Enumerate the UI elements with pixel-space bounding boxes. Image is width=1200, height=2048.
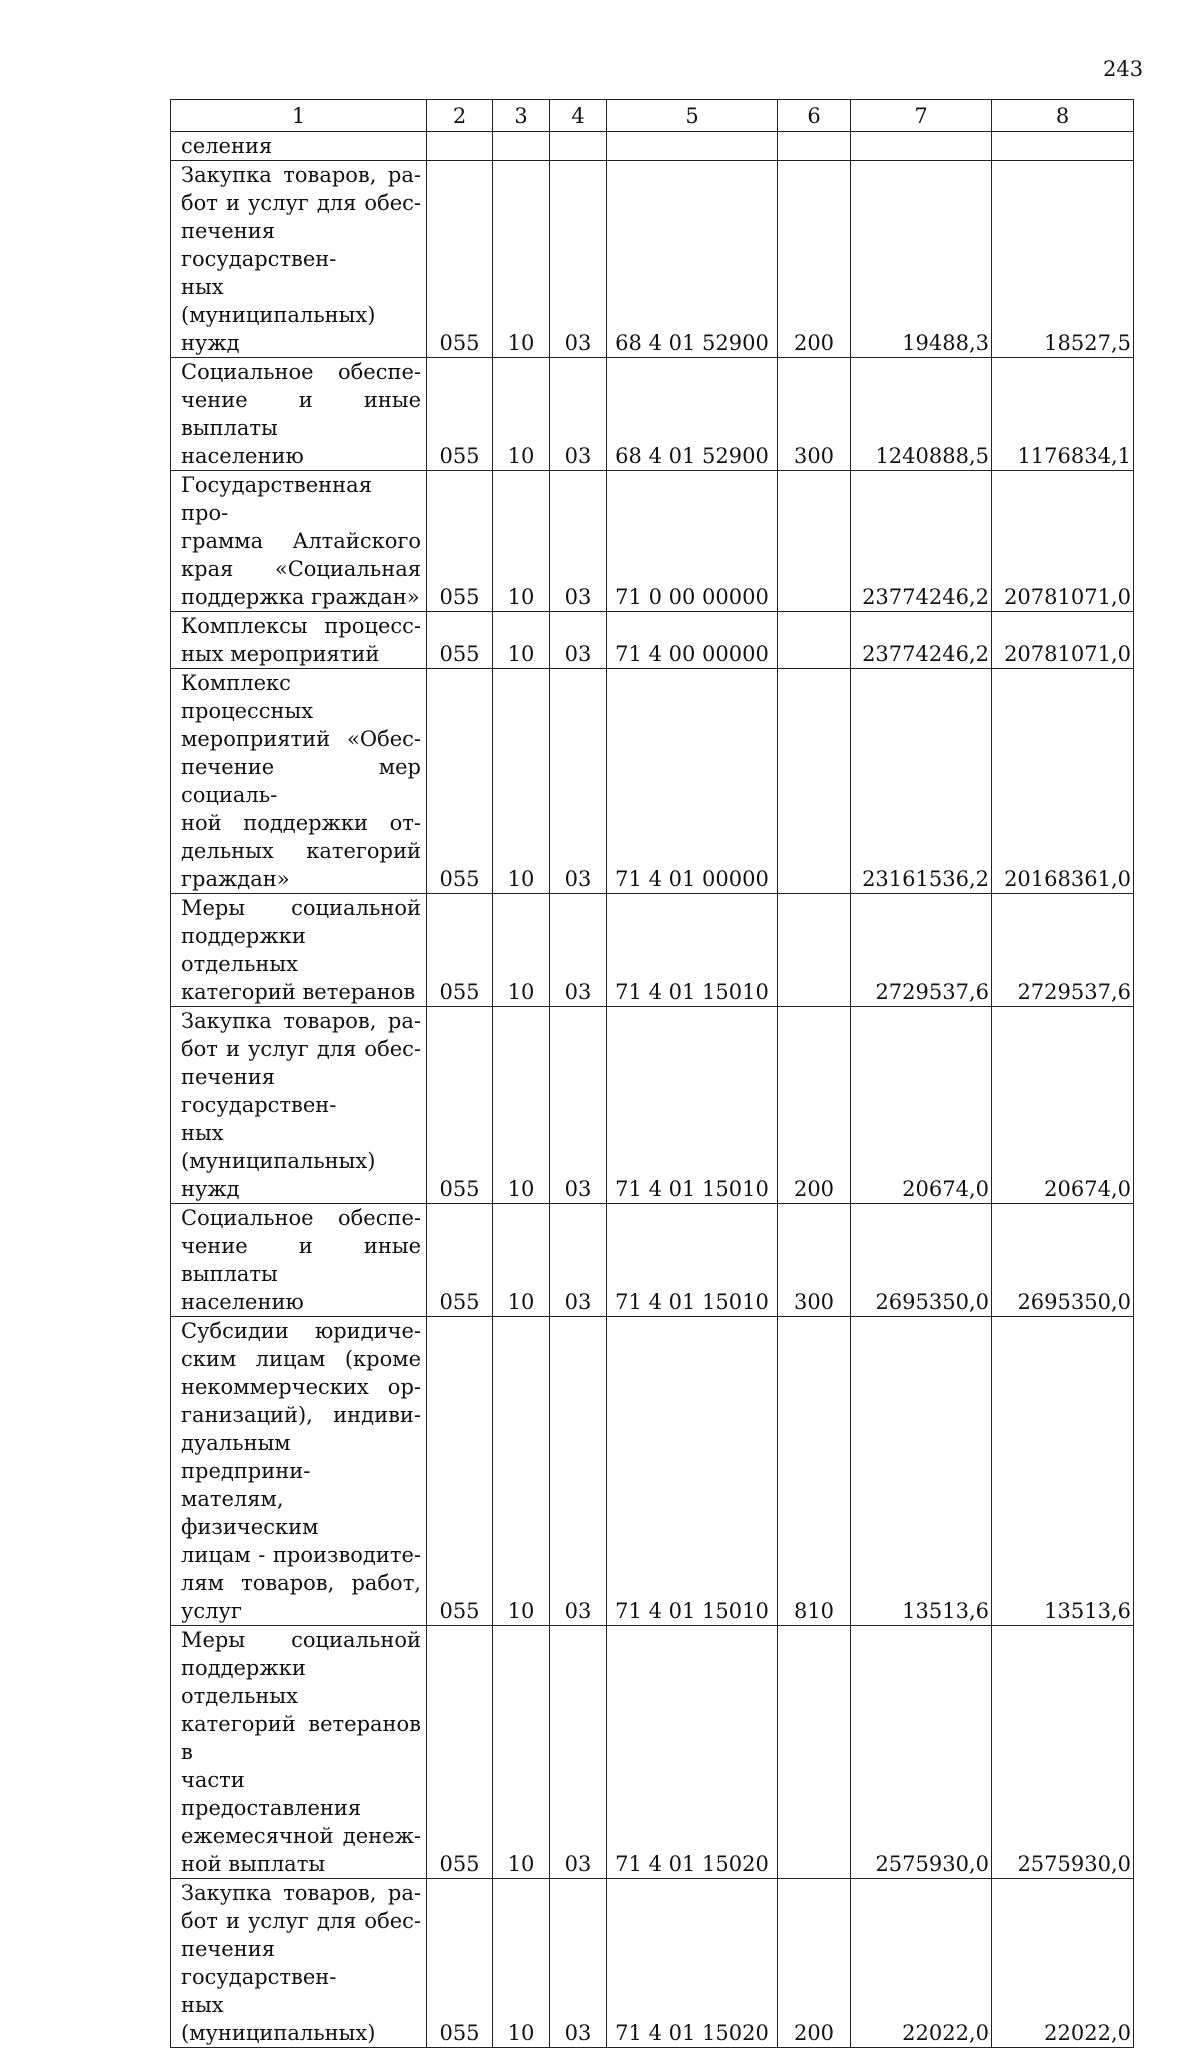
name-line: Субсидии юридиче- bbox=[181, 1319, 421, 1343]
cell-amount-2: 2695350,0 bbox=[992, 1204, 1134, 1317]
cell-ministry: 055 bbox=[427, 669, 493, 894]
cell-subsection bbox=[550, 132, 607, 161]
cell-expense-type: 810 bbox=[778, 1317, 851, 1626]
name-line: ной поддержки от- bbox=[181, 811, 421, 835]
cell-target-article: 71 4 01 15010 bbox=[607, 894, 778, 1007]
cell-subsection: 03 bbox=[550, 161, 607, 358]
name-line: населению bbox=[181, 444, 304, 468]
cell-expense-type bbox=[778, 669, 851, 894]
name-line: бот и услуг для обес- bbox=[181, 1037, 421, 1061]
cell-expense-type: 200 bbox=[778, 161, 851, 358]
cell-amount-2: 2575930,0 bbox=[992, 1626, 1134, 1879]
cell-subsection: 03 bbox=[550, 669, 607, 894]
cell-subsection: 03 bbox=[550, 1317, 607, 1626]
name-line: лицам - производите- bbox=[181, 1543, 421, 1567]
cell-amount-1: 1240888,5 bbox=[851, 358, 992, 471]
header-col-7: 7 bbox=[851, 100, 992, 132]
name-line: ных (муниципальных) bbox=[181, 1121, 376, 1173]
cell-amount-2 bbox=[992, 132, 1134, 161]
cell-section: 10 bbox=[493, 358, 550, 471]
cell-ministry: 055 bbox=[427, 1007, 493, 1204]
cell-expense-type bbox=[778, 894, 851, 1007]
cell-name bbox=[171, 894, 427, 1007]
cell-target-article: 71 4 00 00000 bbox=[607, 612, 778, 669]
cell-subsection: 03 bbox=[550, 471, 607, 612]
cell-name bbox=[171, 1879, 427, 2048]
name-line: нужд bbox=[181, 1177, 240, 1201]
cell-expense-type bbox=[778, 1626, 851, 1879]
header-col-8: 8 bbox=[992, 100, 1134, 132]
cell-amount-2: 20781071,0 bbox=[992, 471, 1134, 612]
cell-name bbox=[171, 132, 427, 161]
name-line: ных (муниципальных) bbox=[181, 275, 376, 327]
cell-ministry: 055 bbox=[427, 612, 493, 669]
cell-expense-type: 300 bbox=[778, 1204, 851, 1317]
cell-subsection: 03 bbox=[550, 1626, 607, 1879]
name-line: чение и иные выплаты bbox=[181, 1234, 421, 1286]
cell-section: 10 bbox=[493, 1204, 550, 1317]
name-line: категорий ветеранов bbox=[181, 980, 416, 1004]
name-line: ной выплаты bbox=[181, 1852, 326, 1876]
name-line: Меры социальной bbox=[181, 896, 421, 920]
cell-amount-1: 2695350,0 bbox=[851, 1204, 992, 1317]
name-line: поддержки отдельных bbox=[181, 1656, 306, 1708]
cell-expense-type: 200 bbox=[778, 1879, 851, 2048]
cell-ministry: 055 bbox=[427, 161, 493, 358]
cell-amount-1: 2729537,6 bbox=[851, 894, 992, 1007]
cell-expense-type: 300 bbox=[778, 358, 851, 471]
cell-target-article: 71 4 01 00000 bbox=[607, 669, 778, 894]
cell-name bbox=[171, 471, 427, 612]
cell-name bbox=[171, 1626, 427, 1879]
cell-name bbox=[171, 612, 427, 669]
cell-target-article bbox=[607, 132, 778, 161]
cell-section: 10 bbox=[493, 612, 550, 669]
cell-subsection: 03 bbox=[550, 358, 607, 471]
cell-ministry: 055 bbox=[427, 471, 493, 612]
name-line: бот и услуг для обес- bbox=[181, 1909, 421, 1933]
cell-target-article: 68 4 01 52900 bbox=[607, 161, 778, 358]
cell-section: 10 bbox=[493, 669, 550, 894]
cell-section: 10 bbox=[493, 1007, 550, 1204]
cell-amount-2: 20168361,0 bbox=[992, 669, 1134, 894]
name-line: ским лицам (кроме bbox=[181, 1347, 421, 1371]
name-line: ных мероприятий bbox=[181, 642, 380, 666]
header-col-1: 1 bbox=[171, 100, 427, 132]
name-line: Комплекс процессных bbox=[181, 671, 314, 723]
cell-target-article: 71 0 00 00000 bbox=[607, 471, 778, 612]
cell-expense-type: 200 bbox=[778, 1007, 851, 1204]
cell-ministry: 055 bbox=[427, 1317, 493, 1626]
name-line: дуальным предприни- bbox=[181, 1431, 311, 1483]
table-row bbox=[171, 894, 1134, 1007]
name-line: Государственная про- bbox=[181, 473, 372, 525]
cell-amount-1: 23774246,2 bbox=[851, 471, 992, 612]
name-line: печение мер социаль- bbox=[181, 755, 421, 807]
cell-subsection: 03 bbox=[550, 1204, 607, 1317]
cell-target-article: 71 4 01 15010 bbox=[607, 1204, 778, 1317]
cell-amount-2: 2729537,6 bbox=[992, 894, 1134, 1007]
cell-expense-type bbox=[778, 132, 851, 161]
name-line: ных (муниципальных) bbox=[181, 1993, 376, 2045]
cell-amount-1: 23774246,2 bbox=[851, 612, 992, 669]
cell-ministry: 055 bbox=[427, 1626, 493, 1879]
table-row bbox=[171, 161, 1134, 358]
cell-amount-2: 20781071,0 bbox=[992, 612, 1134, 669]
name-line: бот и услуг для обес- bbox=[181, 191, 421, 215]
cell-name bbox=[171, 1204, 427, 1317]
name-line: печения государствен- bbox=[181, 1065, 337, 1117]
cell-name bbox=[171, 1317, 427, 1626]
header-col-4: 4 bbox=[550, 100, 607, 132]
cell-ministry: 055 bbox=[427, 1204, 493, 1317]
name-line: Социальное обеспе- bbox=[181, 1206, 421, 1230]
cell-section: 10 bbox=[493, 471, 550, 612]
cell-ministry: 055 bbox=[427, 1879, 493, 2048]
name-line: Социальное обеспе- bbox=[181, 360, 421, 384]
name-line: граждан» bbox=[181, 867, 290, 891]
cell-ministry bbox=[427, 132, 493, 161]
cell-section: 10 bbox=[493, 161, 550, 358]
name-line: грамма Алтайского bbox=[181, 529, 421, 553]
cell-amount-2: 22022,0 bbox=[992, 1879, 1134, 2048]
cell-section: 10 bbox=[493, 1879, 550, 2048]
cell-target-article: 71 4 01 15010 bbox=[607, 1007, 778, 1204]
cell-amount-1: 13513,6 bbox=[851, 1317, 992, 1626]
name-line: мероприятий «Обес- bbox=[181, 727, 421, 751]
name-line: Меры социальной bbox=[181, 1628, 421, 1652]
table-row bbox=[171, 1007, 1134, 1204]
header-col-5: 5 bbox=[607, 100, 778, 132]
cell-name bbox=[171, 161, 427, 358]
name-line: лям товаров, работ, bbox=[181, 1571, 421, 1595]
cell-amount-2: 13513,6 bbox=[992, 1317, 1134, 1626]
budget-table bbox=[170, 99, 1134, 2048]
name-line: некоммерческих ор- bbox=[181, 1375, 421, 1399]
cell-amount-1: 2575930,0 bbox=[851, 1626, 992, 1879]
cell-amount-1: 23161536,2 bbox=[851, 669, 992, 894]
cell-name bbox=[171, 669, 427, 894]
cell-ministry: 055 bbox=[427, 358, 493, 471]
table-row bbox=[171, 1626, 1134, 1879]
cell-amount-2: 20674,0 bbox=[992, 1007, 1134, 1204]
header-col-6: 6 bbox=[778, 100, 851, 132]
cell-expense-type bbox=[778, 471, 851, 612]
name-line: части предоставления bbox=[181, 1768, 362, 1820]
cell-amount-1: 20674,0 bbox=[851, 1007, 992, 1204]
name-line: Закупка товаров, ра- bbox=[181, 163, 421, 187]
header-col-3: 3 bbox=[493, 100, 550, 132]
table-row bbox=[171, 358, 1134, 471]
cell-section: 10 bbox=[493, 1317, 550, 1626]
name-line: печения государствен- bbox=[181, 219, 337, 271]
table-row bbox=[171, 1879, 1134, 2048]
name-line: края «Социальная bbox=[181, 557, 421, 581]
name-line: услуг bbox=[181, 1599, 242, 1623]
cell-amount-1: 19488,3 bbox=[851, 161, 992, 358]
cell-amount-1 bbox=[851, 132, 992, 161]
cell-subsection: 03 bbox=[550, 1007, 607, 1204]
cell-ministry: 055 bbox=[427, 894, 493, 1007]
name-line: категорий ветеранов в bbox=[181, 1712, 421, 1764]
name-line: населению bbox=[181, 1290, 304, 1314]
name-line: Комплексы процесс- bbox=[181, 614, 421, 638]
cell-amount-1: 22022,0 bbox=[851, 1879, 992, 2048]
cell-section bbox=[493, 132, 550, 161]
table-row bbox=[171, 1204, 1134, 1317]
cell-target-article: 71 4 01 15020 bbox=[607, 1879, 778, 2048]
name-line: ежемесячной денеж- bbox=[181, 1824, 421, 1848]
name-line: селения bbox=[181, 134, 273, 158]
cell-subsection: 03 bbox=[550, 612, 607, 669]
name-line: поддержки отдельных bbox=[181, 924, 306, 976]
cell-section: 10 bbox=[493, 894, 550, 1007]
name-line: поддержка граждан» bbox=[181, 585, 420, 609]
table-row bbox=[171, 1317, 1134, 1626]
cell-section: 10 bbox=[493, 1626, 550, 1879]
page-number: 243 bbox=[1103, 57, 1144, 81]
header-col-2: 2 bbox=[427, 100, 493, 132]
cell-subsection: 03 bbox=[550, 894, 607, 1007]
cell-name bbox=[171, 358, 427, 471]
table-row bbox=[171, 669, 1134, 894]
name-line: Закупка товаров, ра- bbox=[181, 1009, 421, 1033]
cell-name bbox=[171, 1007, 427, 1204]
cell-subsection: 03 bbox=[550, 1879, 607, 2048]
table-row bbox=[171, 612, 1134, 669]
name-line: мателям, физическим bbox=[181, 1487, 319, 1539]
name-line: дельных категорий bbox=[181, 839, 421, 863]
cell-amount-2: 18527,5 bbox=[992, 161, 1134, 358]
cell-target-article: 71 4 01 15010 bbox=[607, 1317, 778, 1626]
name-line: нужд bbox=[181, 331, 240, 355]
table-row bbox=[171, 471, 1134, 612]
name-line: печения государствен- bbox=[181, 1937, 337, 1989]
cell-target-article: 71 4 01 15020 bbox=[607, 1626, 778, 1879]
table-row bbox=[171, 132, 1134, 161]
cell-expense-type bbox=[778, 612, 851, 669]
header-row bbox=[171, 100, 1134, 132]
cell-amount-2: 1176834,1 bbox=[992, 358, 1134, 471]
name-line: Закупка товаров, ра- bbox=[181, 1881, 421, 1905]
cell-target-article: 68 4 01 52900 bbox=[607, 358, 778, 471]
name-line: чение и иные выплаты bbox=[181, 388, 421, 440]
name-line: ганизаций), индиви- bbox=[181, 1403, 421, 1427]
